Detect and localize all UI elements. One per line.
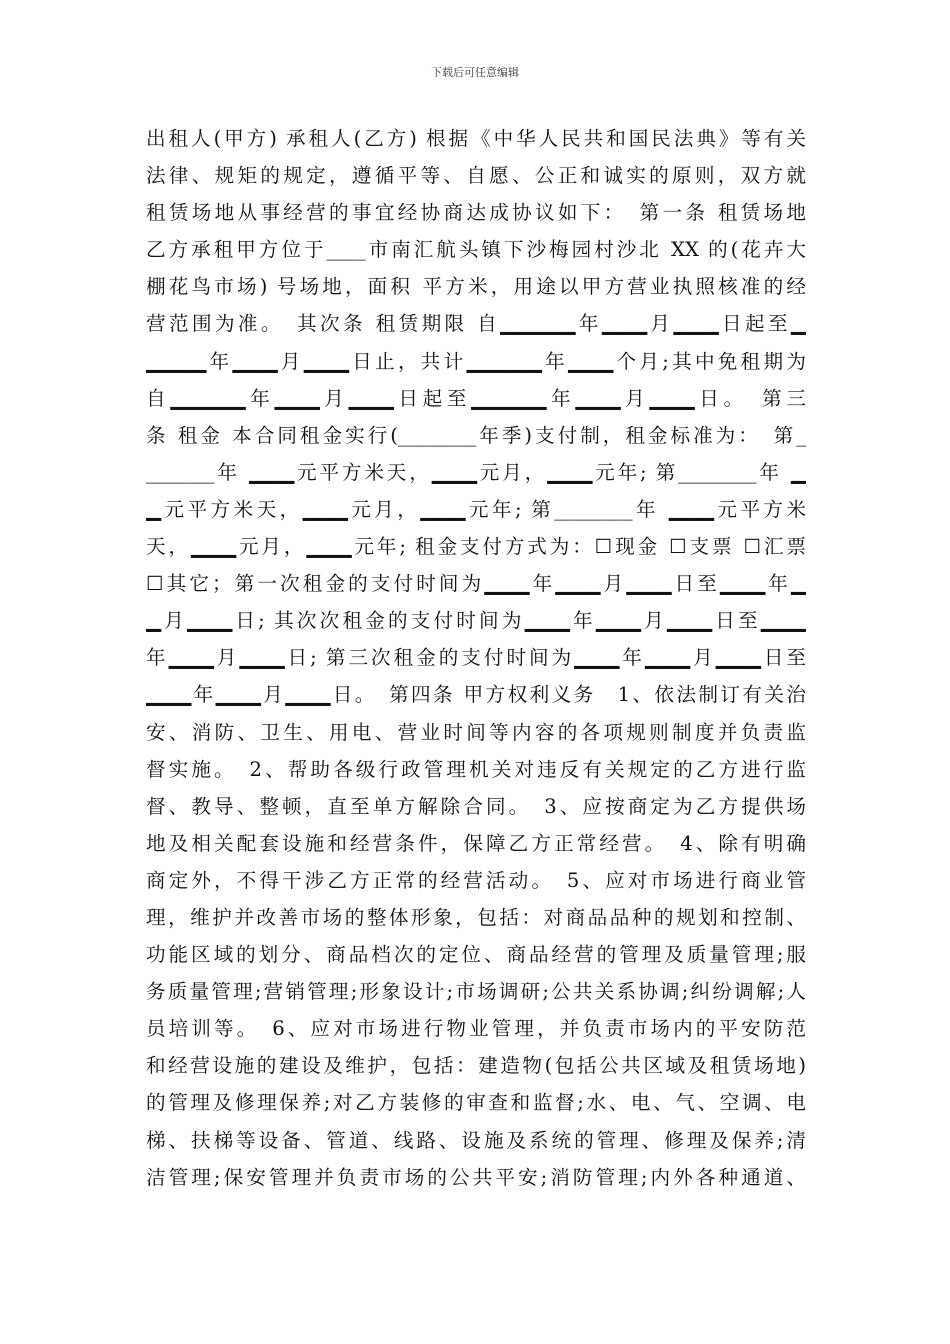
text-line: ▁▁▁年▁▁▁月▁▁▁日。 第四条 甲方权利义务 1、依法制订有关治 <box>146 683 806 707</box>
text-line: 梯、扶梯等设备、管道、线路、设施及系统的管理、修理及保养;清 <box>146 1128 806 1152</box>
text-line: 的管理及修理保养;对乙方装修的审查和监督;水、电、气、空调、电 <box>146 1091 806 1115</box>
page-header: 下载后可任意编辑 <box>431 66 519 79</box>
text-line: 年▁▁▁月▁▁▁日; 第三次租金的支付时间为▁▁▁年▁▁▁月▁▁▁日至 <box>146 646 806 670</box>
text-line: 安、消防、卫生、用电、营业时间等内容的各项规则制度并负责监 <box>146 720 806 744</box>
text-line: 天，▁▁▁元月，▁▁▁元年; 租金支付方式为：☐现金 ☐支票 ☐汇票 <box>146 535 806 559</box>
text-line: 和经营设施的建设及维护，包括：建造物(包括公共区域及租赁场地) <box>146 1054 806 1078</box>
contract-body <box>146 120 806 1196</box>
text-line: 洁管理;保安管理并负责市场的公共平安;消防管理;内外各种通道、 <box>146 1165 806 1189</box>
text-line: 商定外，不得干涉乙方正常的经营活动。 5、应对市场进行商业管 <box>146 868 806 892</box>
text-line: 出租人(甲方) 承租人(乙方) 根据《中华人民共和国民法典》等有关 <box>146 127 806 150</box>
text-line: 地及相关配套设施和经营条件，保障乙方正常经营。 4、除有明确 <box>146 831 806 855</box>
text-line: 员培训等。 6、应对市场进行物业管理，并负责市场内的平安防范 <box>146 1017 806 1041</box>
text-line: 租赁场地从事经营的事宜经协商达成协议如下： 第一条 租赁场地 <box>146 201 806 225</box>
text-line: 功能区域的划分、商品档次的定位、商品经营的管理及质量管理;服 <box>146 943 806 967</box>
text-line: 棚花鸟市场) 号场地，面积 平方米，用途以甲方营业执照核准的经 <box>146 275 806 299</box>
text-line: 法律、规矩的规定，遵循平等、自愿、公正和诚实的原则，双方就 <box>146 164 806 188</box>
text-line: ▁元平方米天，▁▁▁元月，▁▁▁元年; 第________年 ▁▁▁元平方米 <box>146 497 806 521</box>
text-line: 务质量管理;营销管理;形象设计;市场调研;公共关系协调;纠纷调解;人 <box>146 980 806 1004</box>
text-line: 自▁▁▁▁▁年▁▁▁月▁▁▁日起至▁▁▁▁▁年▁▁▁月▁▁▁日。 第三 <box>146 386 806 410</box>
text-line: 理，维护并改善市场的整体形象，包括：对商品品种的规划和控制、 <box>146 905 806 929</box>
text-line: ☐其它；第一次租金的支付时间为▁▁▁年▁▁▁月▁▁▁日至▁▁▁年▁ <box>146 572 806 596</box>
text-line: ▁▁▁▁年▁▁▁月▁▁▁日止，共计▁▁▁▁▁年▁▁▁个月;其中免租期为 <box>146 349 806 373</box>
text-line: 乙方承租甲方位于____市南汇航头镇下沙梅园村沙北 XX 的(花卉大 <box>146 238 806 262</box>
text-line: 营范围为准。 其次条 租赁期限 自▁▁▁▁▁年▁▁▁月▁▁▁日起至▁ <box>146 312 806 336</box>
text-line: _______年 ▁▁▁元平方米天，▁▁▁元月，▁▁▁元年; 第________年 ▁ <box>146 460 806 484</box>
text-line: ▁月▁▁▁日; 其次次租金的支付时间为▁▁▁年▁▁▁月▁▁▁日至▁▁▁ <box>146 609 806 633</box>
text-line: 督、教导、整顿，直至单方解除合同。 3、应按商定为乙方提供场 <box>146 794 806 818</box>
text-line: 条 租金 本合同租金实行(________年季)支付制，租金标准为： 第_ <box>146 423 806 447</box>
text-line: 督实施。 2、帮助各级行政管理机关对违反有关规定的乙方进行监 <box>146 757 806 781</box>
